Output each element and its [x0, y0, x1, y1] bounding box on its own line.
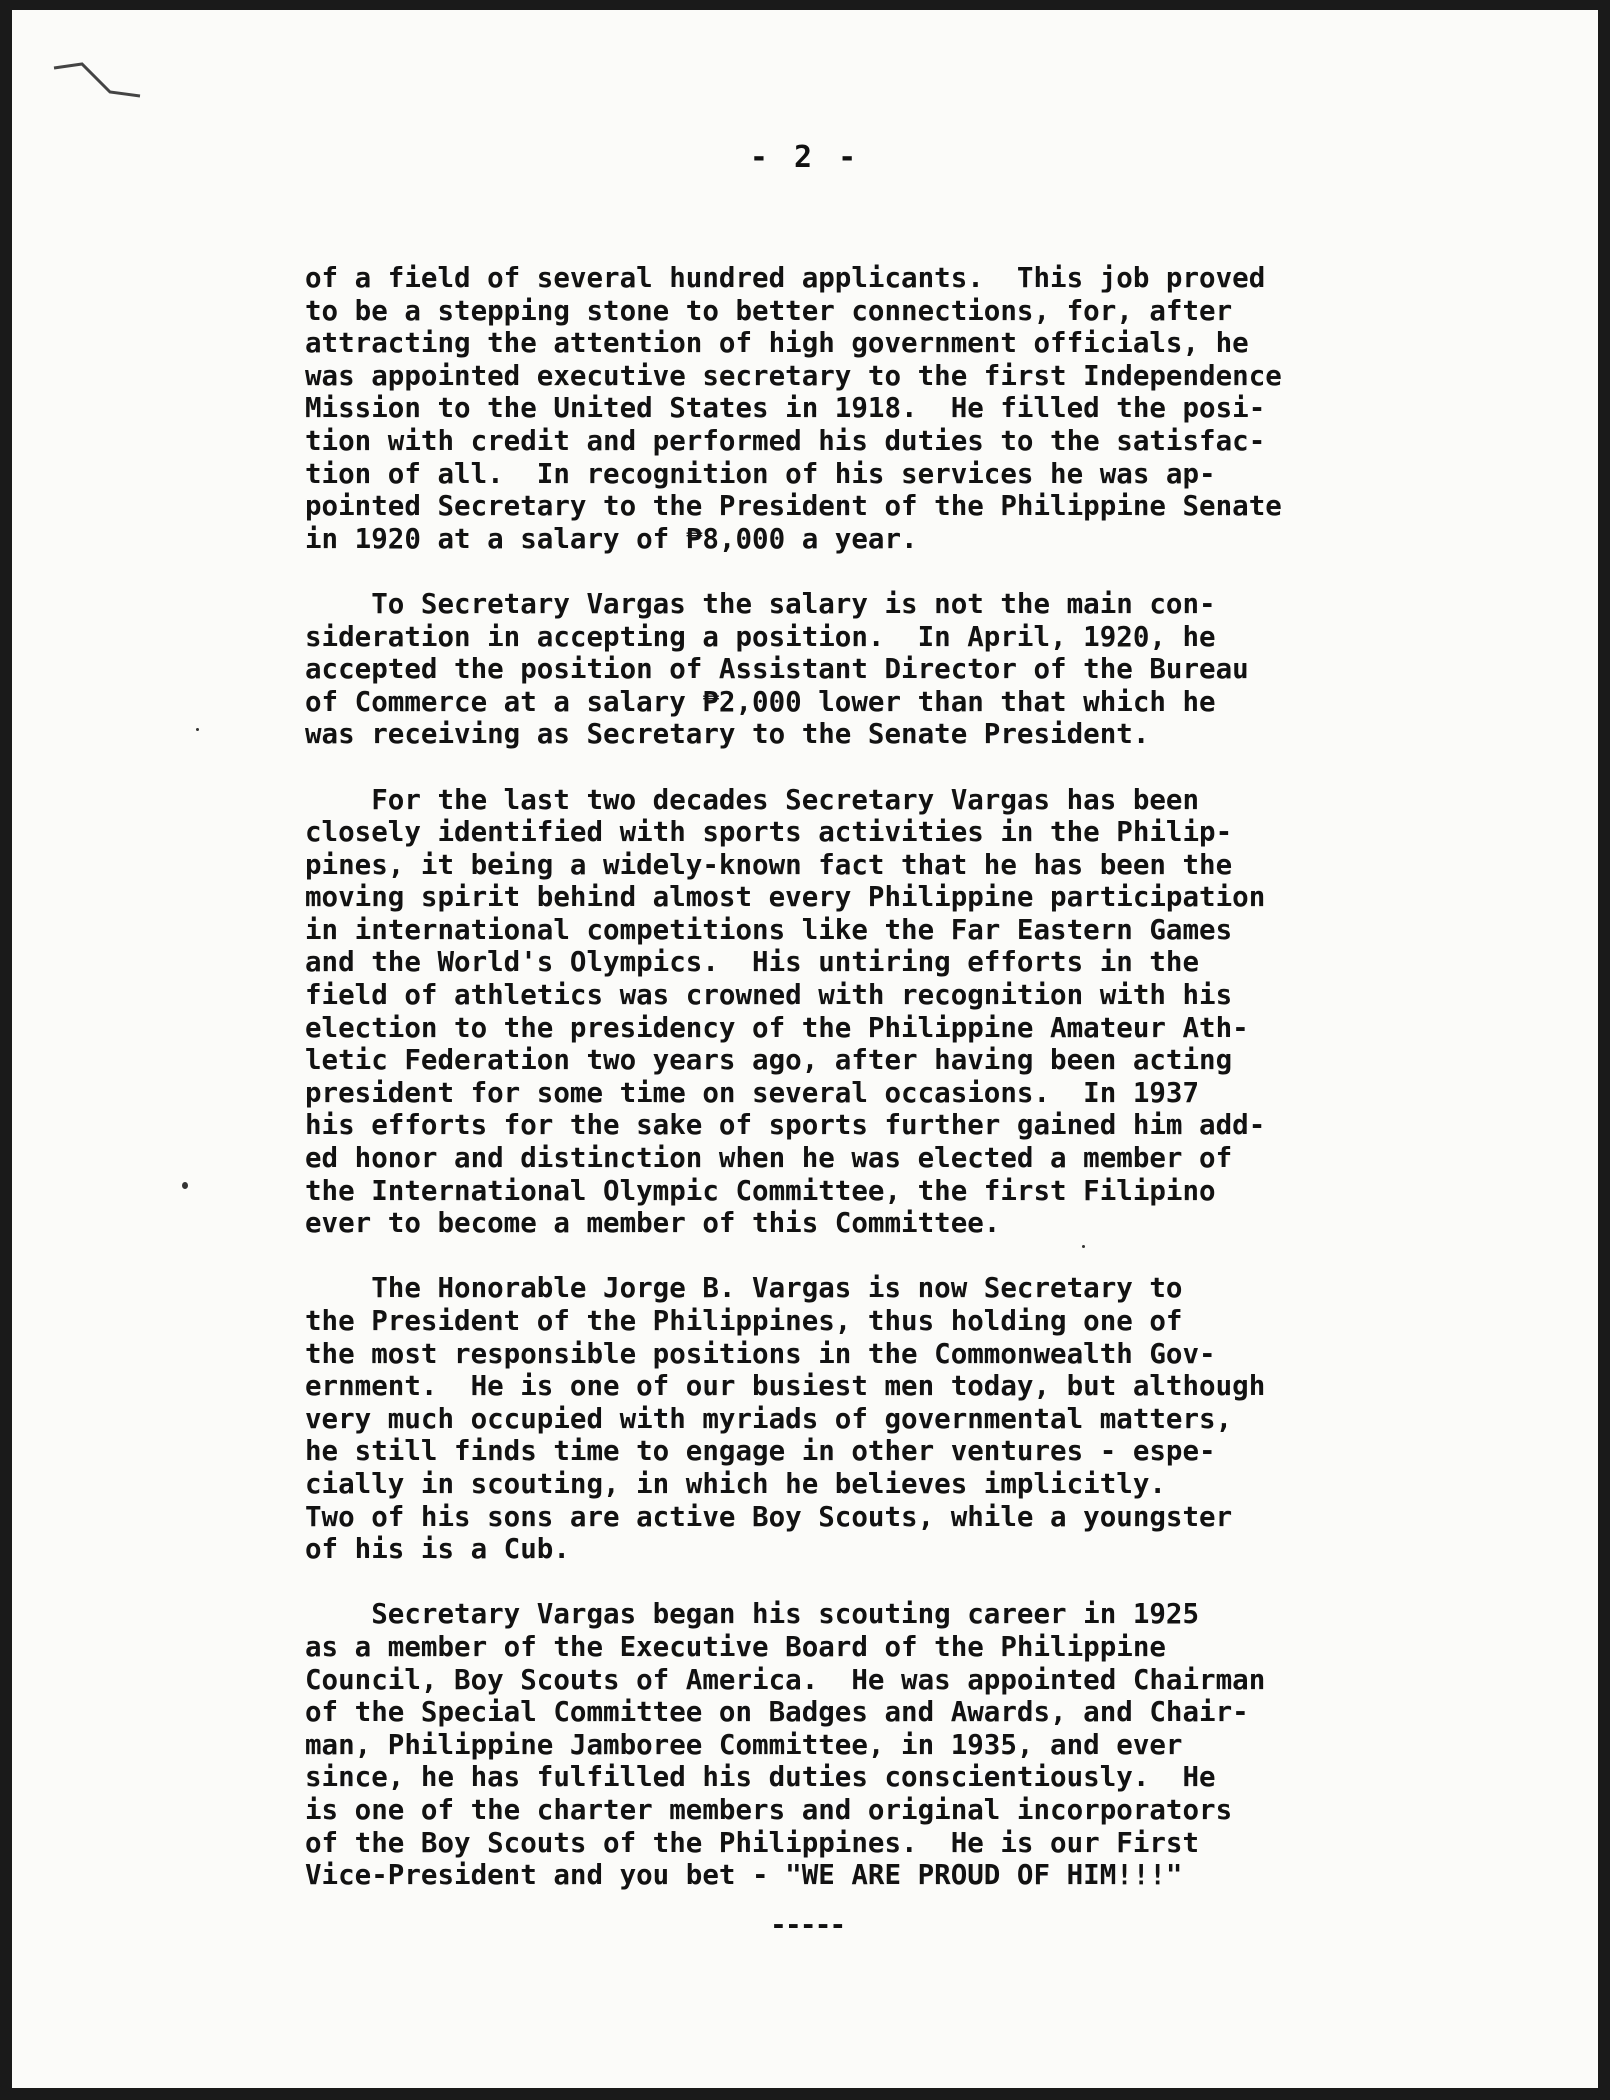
text-line: moving spirit behind almost every Philippine participation: [305, 881, 1266, 914]
text-line: president for some time on several occasions. In 1937: [305, 1076, 1200, 1109]
torn-corner-mark: [52, 62, 142, 102]
text-line: of Commerce at a salary ₱2,000 lower than that which he: [305, 685, 1216, 718]
text-line: tion of all. In recognition of his services he was ap-: [305, 457, 1216, 490]
text-line: Council, Boy Scouts of America. He was appointed Chairman: [305, 1663, 1266, 1696]
text-line: the most responsible positions in the Commonwealth Gov-: [305, 1337, 1216, 1370]
text-line: of the Special Committee on Badges and Awards, and Chair-: [305, 1696, 1249, 1729]
text-line: of a field of several hundred applicants. This job proved: [305, 262, 1266, 294]
text-line: and the World's Olympics. His untiring efforts in the: [305, 946, 1200, 979]
paragraph: [305, 784, 1465, 1240]
text-line: Vice-President and you bet - "WE ARE PROUD OF HIM!!!": [305, 1859, 1183, 1892]
text-line: ever to become a member of this Committee.: [305, 1207, 1001, 1240]
text-line: pointed Secretary to the President of the Philippine Senate: [305, 490, 1282, 523]
text-line: letic Federation two years ago, after having been acting: [305, 1044, 1233, 1077]
text-line: of his is a Cub.: [305, 1533, 570, 1566]
text-line: the President of the Philippines, thus holding one of: [305, 1305, 1183, 1337]
end-mark-text: -----: [770, 1908, 845, 1941]
page-speck: [1082, 1245, 1085, 1248]
text-line: he still finds time to engage in other ventures - espe-: [305, 1435, 1216, 1468]
text-line: For the last two decades Secretary Vargas has been: [305, 783, 1200, 816]
text-line: his efforts for the sake of sports further gained him add-: [305, 1109, 1266, 1142]
text-line: in 1920 at a salary of ₱8,000 a year.: [305, 522, 918, 555]
text-line: Mission to the United States in 1918. He filled the posi-: [305, 392, 1266, 425]
text-line: sideration in accepting a position. In April, 1920, he: [305, 620, 1216, 653]
text-line: the International Olympic Committee, the first Filipino: [305, 1174, 1216, 1207]
paragraph: [305, 1272, 1465, 1565]
paragraph: [305, 262, 1465, 555]
text-line: pines, it being a widely-known fact that he has been the: [305, 848, 1233, 881]
page-speck: [182, 1182, 188, 1189]
text-line: man, Philippine Jamboree Committee, in 1935, and ever: [305, 1728, 1183, 1761]
text-line: ed honor and distinction when he was elected a member of: [305, 1142, 1233, 1175]
text-line: Two of his sons are active Boy Scouts, while a youngster: [305, 1500, 1233, 1533]
text-line: closely identified with sports activities in the Philip-: [305, 816, 1233, 849]
document-page: [12, 10, 1598, 2088]
text-line: to be a stepping stone to better connections, for, after: [305, 294, 1233, 327]
text-line: as a member of the Executive Board of the Philippine: [305, 1630, 1166, 1663]
text-line: The Honorable Jorge B. Vargas is now Secretary to: [305, 1272, 1183, 1305]
text-line: ernment. He is one of our busiest men today, but although: [305, 1370, 1266, 1403]
page-speck: [196, 728, 199, 731]
text-line: attracting the attention of high government officials, he: [305, 327, 1249, 360]
text-line: in international competitions like the Far Eastern Games: [305, 913, 1233, 946]
text-line: election to the presidency of the Philippine Amateur Ath-: [305, 1011, 1249, 1044]
text-line: To Secretary Vargas the salary is not the main con-: [305, 587, 1216, 620]
text-line: since, he has fulfilled his duties conscientiously. He: [305, 1761, 1216, 1794]
text-line: was receiving as Secretary to the Senate President.: [305, 718, 1150, 751]
paragraph: [305, 588, 1465, 751]
text-line: tion with credit and performed his duties to the satisfac-: [305, 424, 1266, 457]
page-number: - 2 -: [749, 140, 861, 175]
text-line: is one of the charter members and original incorporators: [305, 1793, 1233, 1826]
body-text: [305, 262, 1465, 1892]
text-line: of the Boy Scouts of the Philippines. He is our First: [305, 1826, 1200, 1859]
text-line: Secretary Vargas began his scouting career in 1925: [305, 1598, 1200, 1631]
text-line: was appointed executive secretary to the first Independence: [305, 359, 1282, 392]
text-line: very much occupied with myriads of governmental matters,: [305, 1402, 1233, 1435]
text-line: cially in scouting, in which he believes implicitly.: [305, 1467, 1166, 1500]
text-line: accepted the position of Assistant Director of the Bureau: [305, 653, 1249, 686]
paragraph: [305, 1598, 1465, 1891]
text-line: field of athletics was crowned with recognition with his: [305, 979, 1233, 1012]
